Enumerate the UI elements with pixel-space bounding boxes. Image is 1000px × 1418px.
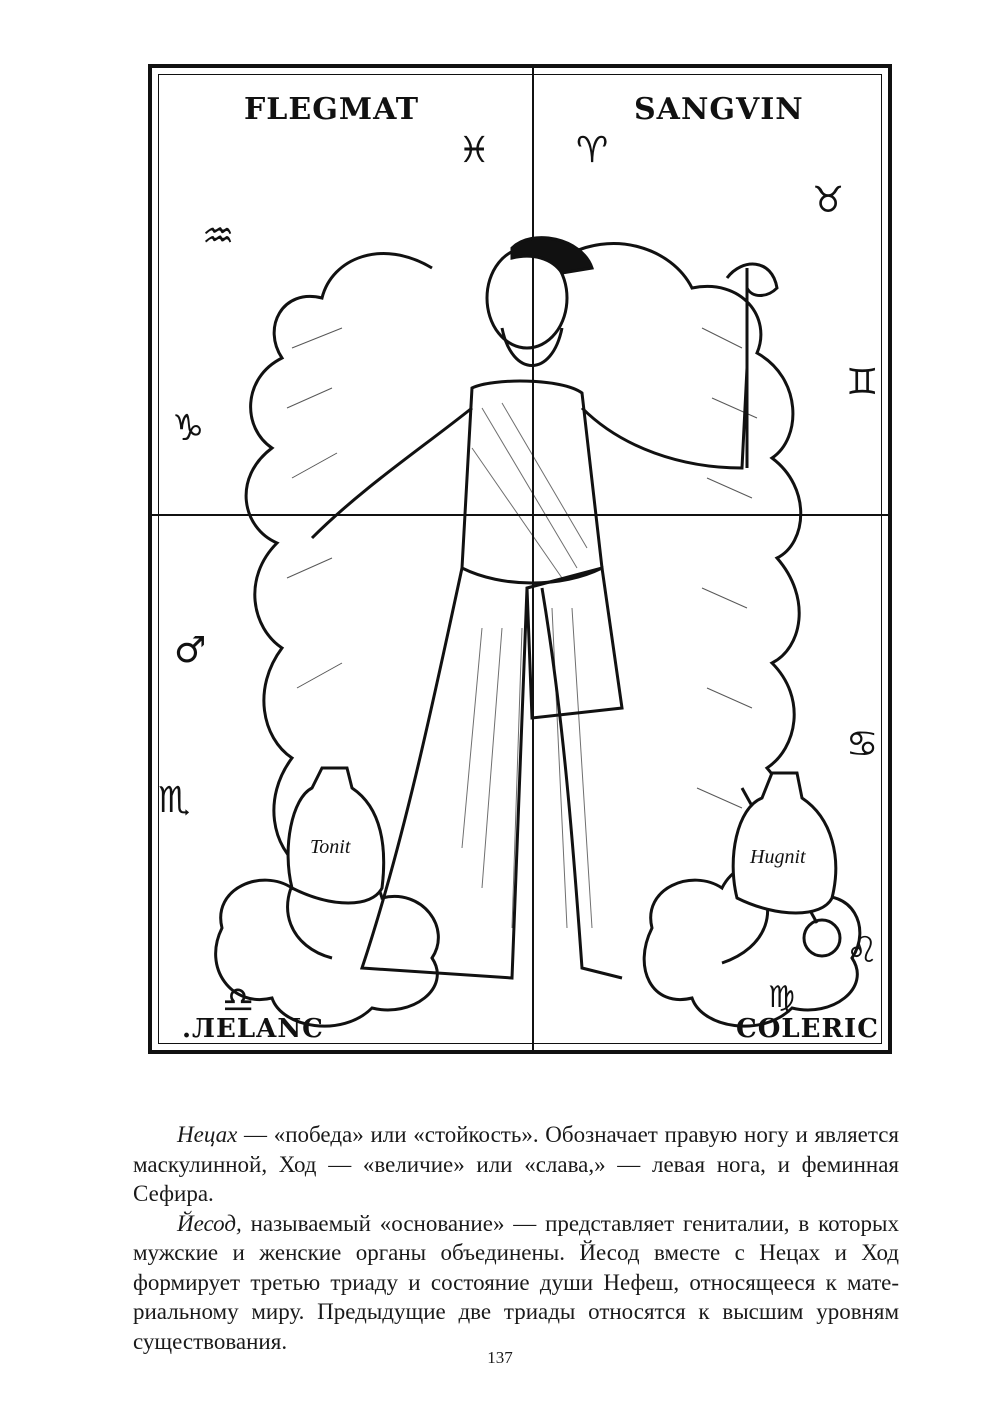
taurus-icon: ♉ (812, 180, 845, 221)
virgo-icon: ♍ (768, 980, 795, 1015)
body-text (133, 1120, 899, 1356)
figure-right-arm (582, 368, 747, 468)
term-yesod: Йесод, (177, 1210, 242, 1236)
term-netzach: Нецах (177, 1122, 238, 1147)
label-melanc: .ЛЕLANC (182, 1014, 324, 1044)
capricorn-icon: ♑ (172, 408, 205, 449)
paragraph-yesod (133, 1209, 899, 1357)
mars-icon: ♂ (174, 630, 207, 671)
paragraph-netzach-body: — «победа» или «стойкость». Обозначает правую ногу и является маскулинной, Ход — «величие» или «слава,» — левая нога, и феминная Сефира. (133, 1122, 899, 1206)
paragraph-yesod-body: называемый «основание» — представляет гениталии, в которых мужские и женские органы объединены. Йесод вместе с Нецах и Ход формирует третью триаду и состояние души Нефеш, относящееся к мате-риальному миру. Предыдущие две триады относятся к высшим уровням существования. (133, 1210, 899, 1354)
paragraph-netzach (133, 1120, 899, 1209)
label-sangvin: SANGVIN (634, 92, 804, 127)
figure-torso (462, 381, 602, 583)
leo-icon: ♌ (846, 930, 879, 971)
page-number: 137 (487, 1348, 513, 1367)
scorpio-icon: ♏ (158, 780, 191, 821)
pisces-icon: ♓ (458, 130, 491, 171)
cancer-icon: ♋ (846, 724, 879, 765)
vessel-right-shape (733, 773, 836, 913)
vessel-right-label: Hugnit (750, 846, 806, 868)
vessel-left-label: Tonit (310, 836, 351, 858)
figure-hat (512, 238, 592, 273)
libra-icon: ♎ (222, 980, 255, 1021)
engraving-illustration (182, 148, 862, 1028)
gemini-icon: ♊ (846, 362, 879, 403)
aries-icon: ♈ (576, 130, 609, 171)
label-coleric: COLERIC (736, 1014, 879, 1044)
rod-ball (804, 920, 840, 956)
aquarius-icon: ♒ (202, 216, 235, 257)
engraving-plate (148, 64, 892, 1054)
figure-left-arm (312, 408, 472, 538)
label-flegmat: FLEGMAT (244, 92, 420, 127)
axe-staff (727, 264, 777, 468)
